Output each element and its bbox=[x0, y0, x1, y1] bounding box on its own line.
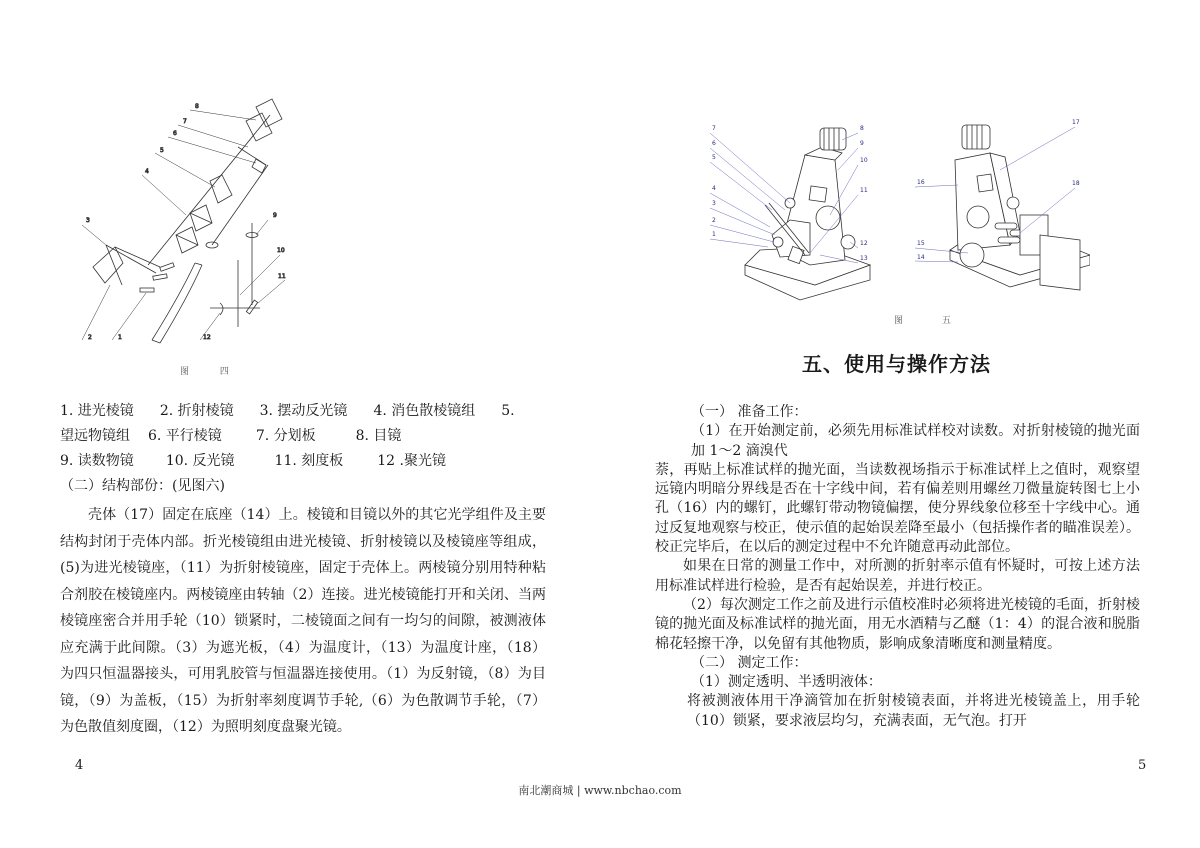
figure-4-caption: 图 四 bbox=[180, 367, 243, 377]
structure-paragraph: 壳体（17）固定在底座（14）上。棱镜和目镜以外的其它光学组件及主要结构封闭于壳体内部。折光棱镜组由进光棱镜、折射棱镜以及棱镜座等组成，(5)为进光棱镜座，（11）为折射棱镜座，固定于壳体上。两棱镜分别用特种粘合剂胶在棱镜座内。两棱镜座由转轴（2）连接。进光棱镜能打开和关闭、当两棱镜座密合并用手轮（10）锁紧时，二棱镜面之间有一均匀的间隙，被测液体应充满于此间隙。（3）为遮光板，（4）为温度计，（13）为温度计座，（18）为四只恒温器接头，可用乳胶管与恒温器连接使用。（1）为反射镜，（8）为目镜，（9）为盖板，（15）为折射率刻度调节手轮,（6）为色散调节手轮，（7）为色散值刻度圈，（12）为照明刻度盘聚光镜。 bbox=[60, 507, 546, 735]
legend-item: 5. bbox=[501, 403, 515, 419]
legend-item: 11. 刻度板 bbox=[274, 453, 344, 469]
fig5-label-14: 14 bbox=[917, 254, 925, 261]
footer-watermark: 南北潮商城 | www.nbchao.com bbox=[518, 784, 682, 797]
fig5-label-17: 17 bbox=[1072, 119, 1080, 126]
fig5-label-13: 13 bbox=[860, 255, 868, 262]
legend-item: 10. 反光镜 bbox=[165, 453, 235, 469]
figure-4-optical-diagram bbox=[60, 95, 310, 355]
prep-paragraph-2: 如果在日常的测量工作中，对所测的折射率示值有怀疑时，可按上述方法用标准试样进行检验，是否有起始误差，并进行校正。 bbox=[655, 558, 1140, 594]
fig5-label-5: 5 bbox=[712, 154, 716, 161]
fig5-label-16: 16 bbox=[917, 179, 925, 186]
legend-line-1 bbox=[60, 399, 546, 424]
fig4-label-11: 11 bbox=[278, 273, 286, 280]
fig5-label-11: 11 bbox=[860, 187, 868, 194]
legend-item: 8. 目镜 bbox=[355, 428, 402, 444]
legend-item: 3. 摆动反光镜 bbox=[259, 403, 348, 419]
fig4-label-7: 7 bbox=[183, 118, 187, 125]
legend-item: 4. 消色散棱镜组 bbox=[373, 403, 476, 419]
structure-subheading: （二）结构部份：(见图六) bbox=[60, 478, 225, 494]
measure-text: 将被测液体用干净滴管加在折射棱镜表面，并将进光棱镜盖上，用手轮（10）锁紧，要求液层均匀，充满表面，无气泡。打开 bbox=[687, 693, 1140, 729]
fig5-label-9: 9 bbox=[860, 140, 864, 147]
front-view-instrument bbox=[745, 128, 870, 300]
fig5-label-18: 18 bbox=[1072, 180, 1080, 187]
fig4-label-2: 2 bbox=[88, 334, 92, 341]
figure-5-caption: 图 五 bbox=[894, 316, 969, 326]
legend-item: 12 .聚光镜 bbox=[377, 453, 446, 469]
rear-view-instrument bbox=[950, 125, 1090, 290]
fig5-label-2: 2 bbox=[712, 217, 716, 224]
fig4-label-9: 9 bbox=[273, 212, 277, 219]
legend-line-3 bbox=[60, 449, 546, 474]
fig4-label-10: 10 bbox=[277, 247, 285, 254]
legend-item: 望远物镜组 bbox=[60, 428, 130, 444]
fig5-label-1: 1 bbox=[712, 231, 716, 238]
prep-item-1b: 萘，再贴上标准试样的抛光面，当读数视场指示于标准试样上之值时，观察望远镜内明暗分界线是否在十字线中间，若有偏差则用螺丝刀微量旋转图七上小孔（16）内的螺钉，此螺钉带动物镜偏摆，使分界线象位移至十字线中心。通过反复地观察与校正，使示值的起始误差降至最小（包括操作者的瞄准误差）。校正完毕后，在以后的测定过程中不允许随意再动此部位。 bbox=[655, 461, 1140, 556]
section-title: 五、使用与操作方法 bbox=[802, 352, 991, 376]
fig4-label-12: 12 bbox=[203, 334, 211, 341]
fig5-label-8: 8 bbox=[860, 125, 864, 132]
legend-line-2 bbox=[60, 424, 546, 449]
fig5-label-7: 7 bbox=[712, 125, 716, 132]
legend-item: 2. 折射棱镜 bbox=[159, 403, 234, 419]
legend-item: 7. 分划板 bbox=[255, 428, 316, 444]
figure-5-refractometer-drawing bbox=[710, 115, 1090, 315]
fig4-label-6: 6 bbox=[173, 130, 177, 137]
prep-heading: （一） 准备工作： bbox=[691, 404, 808, 420]
legend-item: 9. 读数物镜 bbox=[60, 453, 134, 469]
left-text-block bbox=[60, 399, 546, 741]
measure-heading: （二） 测定工作： bbox=[691, 654, 808, 671]
legend-item: 6. 平行棱镜 bbox=[148, 428, 222, 444]
fig5-label-6: 6 bbox=[712, 140, 716, 147]
fig4-label-8: 8 bbox=[195, 103, 199, 110]
page-number-left: 4 bbox=[75, 758, 84, 773]
fig5-label-15: 15 bbox=[917, 240, 925, 247]
page-number-right: 5 bbox=[1138, 758, 1147, 773]
fig4-label-1: 1 bbox=[118, 334, 122, 341]
fig5-label-10: 10 bbox=[860, 157, 868, 164]
fig4-label-4: 4 bbox=[145, 168, 149, 175]
prep-item-2: （2）每次测定工作之前及进行示值校准时必须将进光棱镜的毛面，折射棱镜的抛光面及标准试样的抛光面，用无水酒精与乙醚（1：4）的混合液和脱脂棉花轻擦干净，以免留有其他物质，影响成象清晰度和测量精度。 bbox=[655, 596, 1140, 652]
fig4-label-3: 3 bbox=[86, 217, 90, 224]
right-text-block bbox=[655, 403, 1140, 731]
measure-item-1: （1）测定透明、半透明液体： bbox=[691, 674, 882, 691]
fig5-label-3: 3 bbox=[712, 200, 716, 207]
legend-item: 1. 进光棱镜 bbox=[60, 403, 134, 419]
fig5-label-4: 4 bbox=[712, 185, 716, 192]
fig5-label-12: 12 bbox=[860, 240, 868, 247]
right-page bbox=[600, 0, 1200, 848]
prep-item-1a: （1）在开始测定前，必须先用标准试样校对读数。对折射棱镜的抛光面加 1～2 滴溴代 bbox=[691, 423, 1140, 459]
fig4-label-5: 5 bbox=[160, 147, 164, 154]
